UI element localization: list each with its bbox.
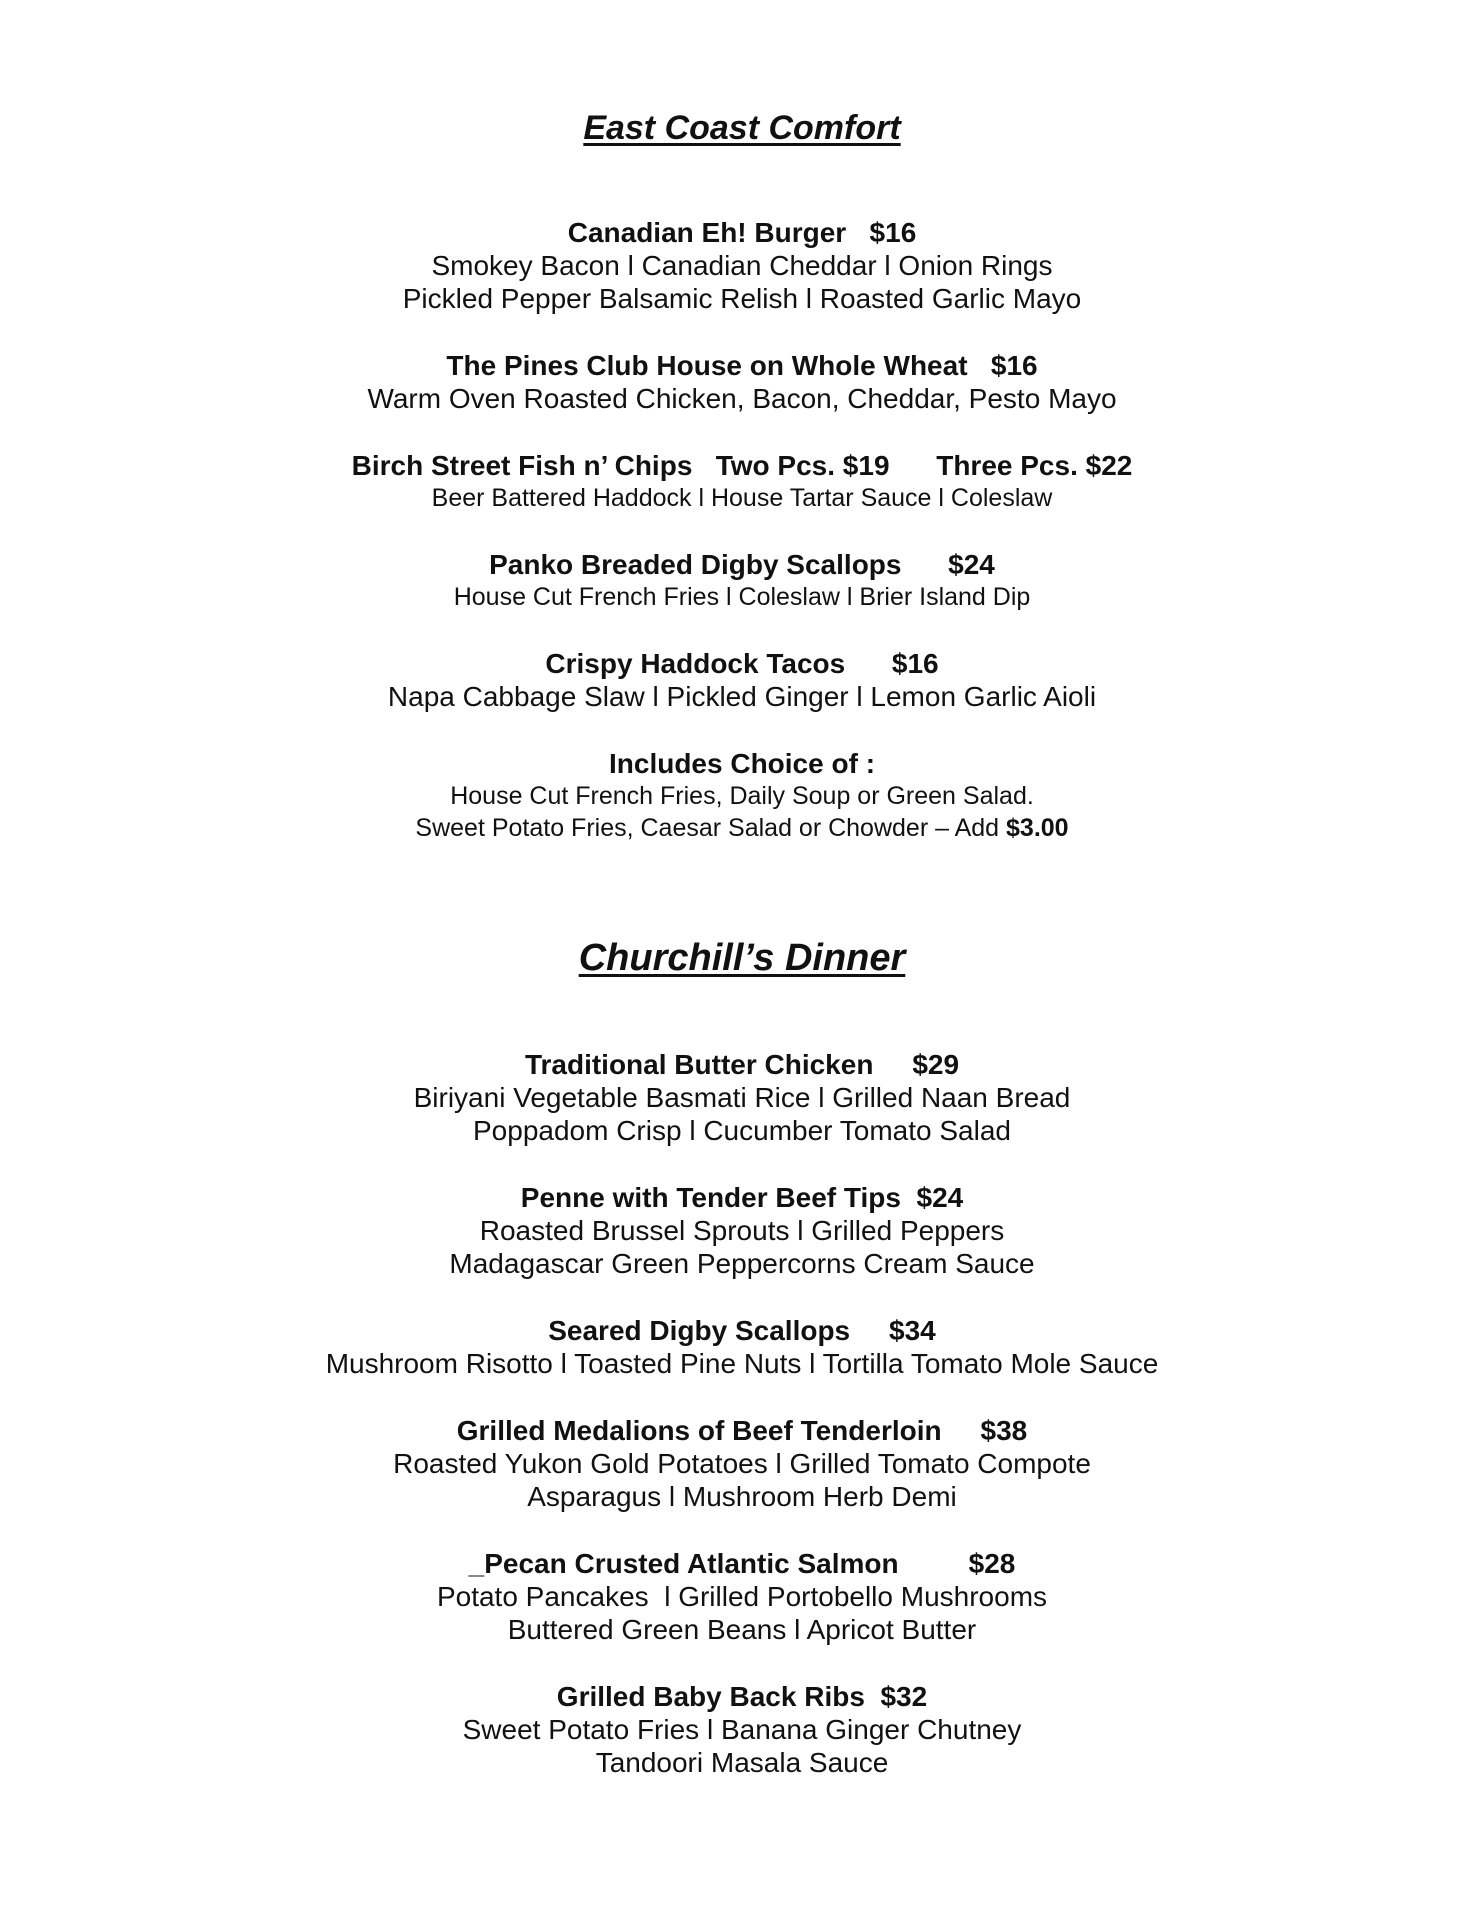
menu-item <box>0 1181 1484 1280</box>
item-price-two-pieces: Two Pcs. $19 <box>715 450 890 481</box>
item-price: $16 <box>990 350 1038 381</box>
menu-item <box>0 548 1484 613</box>
item-description: Roasted Yukon Gold Potatoes l Grilled Tomato Compote <box>393 1448 1091 1479</box>
item-description: Smokey Bacon l Canadian Cheddar l Onion Rings <box>431 250 1053 281</box>
item-name: Grilled Baby Back Ribs <box>556 1681 865 1712</box>
sides-note <box>0 747 1484 844</box>
item-heading <box>0 647 1484 680</box>
item-heading <box>0 216 1484 249</box>
item-description: Tandoori Masala Sauce <box>595 1747 889 1778</box>
item-price: $16 <box>891 648 939 679</box>
item-heading <box>0 1414 1484 1447</box>
item-name: Seared Digby Scallops <box>548 1315 851 1346</box>
churchills-dinner-section <box>0 934 1484 1779</box>
item-price: $24 <box>916 1182 964 1213</box>
item-heading <box>0 449 1484 482</box>
item-name: Grilled Medalions of Beef Tenderloin <box>456 1415 942 1446</box>
item-description: Biriyani Vegetable Basmati Rice l Grilled Naan Bread <box>413 1082 1071 1113</box>
item-heading <box>0 1181 1484 1214</box>
menu-item <box>0 449 1484 514</box>
item-name: Canadian Eh! Burger <box>567 217 847 248</box>
item-description: House Cut French Fries l Coleslaw l Brier Island Dip <box>453 583 1031 611</box>
item-description: Warm Oven Roasted Chicken, Bacon, Cheddar, Pesto Mayo <box>367 383 1117 414</box>
menu-item <box>0 1680 1484 1779</box>
item-description: Buttered Green Beans l Apricot Butter <box>507 1614 977 1645</box>
item-description: Mushroom Risotto l Toasted Pine Nuts l Tortilla Tomato Mole Sauce <box>325 1348 1159 1379</box>
item-description: Potato Pancakes l Grilled Portobello Mushrooms <box>436 1581 1048 1612</box>
item-name: The Pines Club House on Whole Wheat <box>446 350 968 381</box>
item-price: $24 <box>948 549 995 580</box>
item-price: $29 <box>912 1049 960 1080</box>
menu-item <box>0 1314 1484 1380</box>
item-price: $28 <box>968 1548 1016 1579</box>
menu-item <box>0 216 1484 315</box>
sides-heading: Includes Choice of : <box>608 748 876 779</box>
item-heading <box>0 548 1484 581</box>
item-name: _Pecan Crusted Atlantic Salmon <box>468 1548 899 1579</box>
item-description: Pickled Pepper Balsamic Relish l Roasted Garlic Mayo <box>402 283 1082 314</box>
item-name: Penne with Tender Beef Tips <box>520 1182 901 1213</box>
item-price: $38 <box>980 1415 1028 1446</box>
item-description: Poppadom Crisp l Cucumber Tomato Salad <box>473 1115 1011 1146</box>
item-heading <box>0 1680 1484 1713</box>
item-name: Traditional Butter Chicken <box>524 1049 874 1080</box>
item-description: Sweet Potato Fries l Banana Ginger Chutney <box>462 1714 1022 1745</box>
menu-item <box>0 1547 1484 1646</box>
menu-items-list <box>0 1048 1484 1779</box>
item-name: Birch Street Fish n’ Chips <box>351 450 693 481</box>
east-coast-comfort-section <box>0 104 1484 844</box>
item-name: Panko Breaded Digby Scallops <box>489 549 902 580</box>
menu-item <box>0 349 1484 415</box>
section-title: East Coast Comfort <box>583 109 901 147</box>
item-description: Beer Battered Haddock l House Tartar Sauce l Coleslaw <box>431 484 1053 512</box>
item-price-three-pieces: Three Pcs. $22 <box>936 450 1133 481</box>
menu-item <box>0 1048 1484 1147</box>
item-description: Roasted Brussel Sprouts l Grilled Peppers <box>479 1215 1005 1246</box>
sides-upgrade-text: Sweet Potato Fries, Caesar Salad or Chowder – Add <box>415 814 1000 842</box>
sides-line <box>0 812 1484 844</box>
menu-items-list <box>0 216 1484 844</box>
menu-item <box>0 1414 1484 1513</box>
item-price: $16 <box>869 217 917 248</box>
item-heading <box>0 1314 1484 1347</box>
item-price: $32 <box>880 1681 928 1712</box>
item-description: Madagascar Green Peppercorns Cream Sauce <box>449 1248 1035 1279</box>
item-name: Crispy Haddock Tacos <box>545 648 846 679</box>
item-heading <box>0 1048 1484 1081</box>
item-description: Napa Cabbage Slaw l Pickled Ginger l Lemon Garlic Aioli <box>387 681 1097 712</box>
item-heading <box>0 1547 1484 1580</box>
item-price: $34 <box>889 1315 936 1346</box>
item-heading <box>0 349 1484 382</box>
sides-line: House Cut French Fries, Daily Soup or Green Salad. <box>450 782 1034 810</box>
menu-item <box>0 647 1484 713</box>
section-title: Churchill’s Dinner <box>578 937 906 979</box>
sides-upgrade-price: $3.00 <box>1006 814 1069 842</box>
item-description: Asparagus l Mushroom Herb Demi <box>527 1481 957 1512</box>
